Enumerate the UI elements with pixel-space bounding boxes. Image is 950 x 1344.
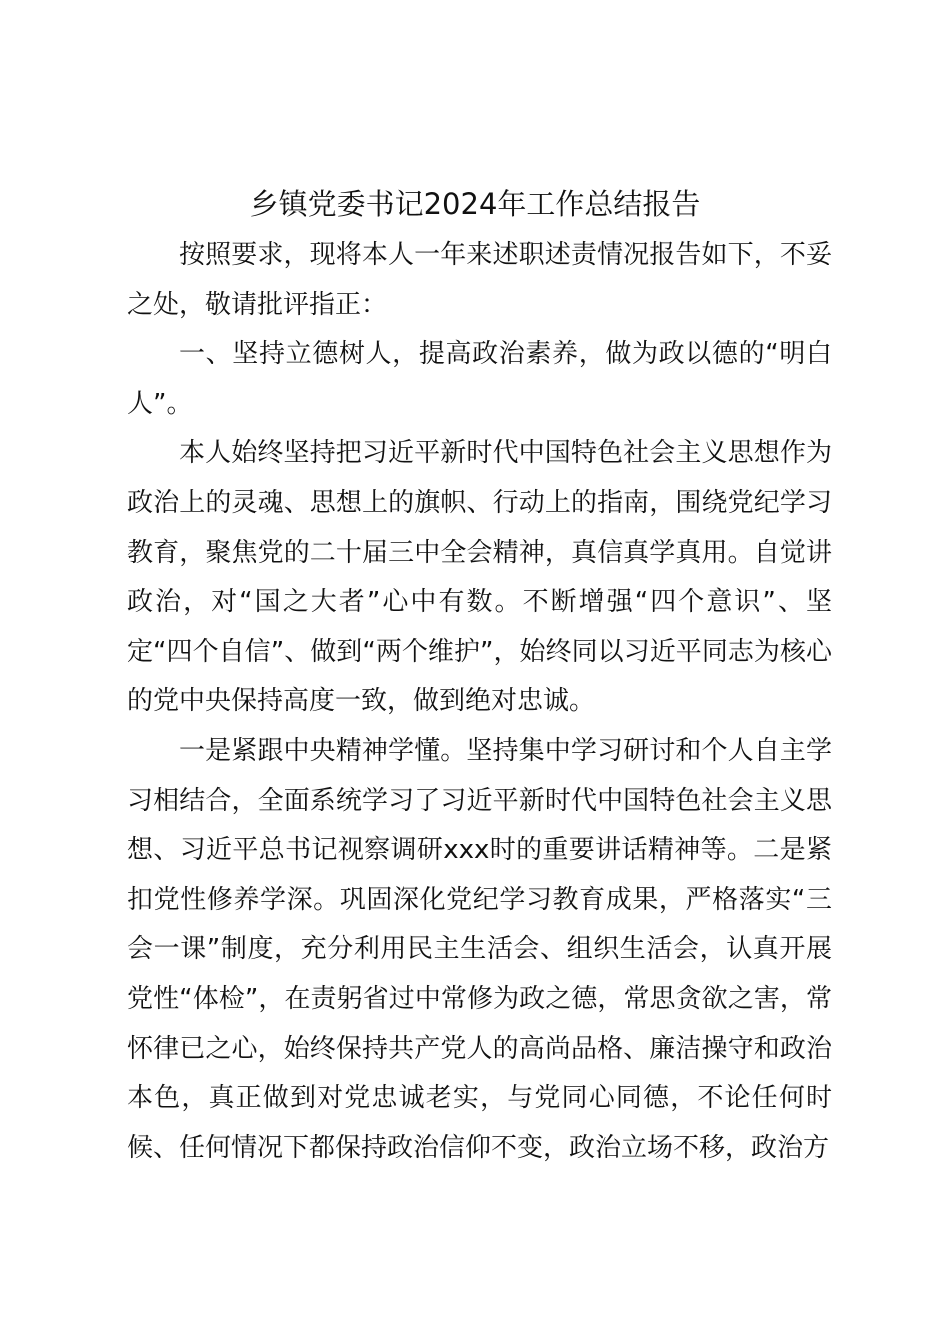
paragraph-section-heading: 一、坚持立德树人，提高政治素养，做为政以德的“明白人”。 — [127, 339, 832, 419]
paragraph-intro: 按照要求，现将本人一年来述职述责情况报告如下，不妥之处，敬请批评指正： — [127, 240, 832, 320]
document-title: 乡镇党委书记2024年工作总结报告 — [249, 187, 701, 221]
paragraph-political-stance: 本人始终坚持把习近平新时代中国特色社会主义思想作为政治上的灵魂、思想上的旗帜、行动上的指南，围绕党纪学习教育，聚焦党的二十届三中全会精神，真信真学真用。自觉讲政治，对“国之大者”心中有数。不断增强“四个意识”、坚定“四个自信”、做到“两个维护”，始终同以习近平同志为核心的党中央保持高度一致，做到绝对忠诚。 — [127, 438, 832, 717]
paragraph-study-details: 一是紧跟中央精神学懂。坚持集中学习研讨和个人自主学习相结合，全面系统学习了习近平新时代中国特色社会主义思想、习近平总书记视察调研xxx时的重要讲话精神等。二是紧扣党性修养学深。巩固深化党纪学习教育成果，严格落实“三会一课”制度，充分利用民主生活会、组织生活会，认真开展党性“体检”，在责躬省过中常修为政之德，常思贪欲之害，常怀律已之心，始终保持共产党人的高尚品格、廉洁操守和政治本色，真正做到对党忠诚老实，与党同心同德，不论任何时候、任何情况下都保持政治信仰不变，政治立场不移，政治方 — [127, 735, 832, 1163]
document-body — [127, 231, 832, 1173]
